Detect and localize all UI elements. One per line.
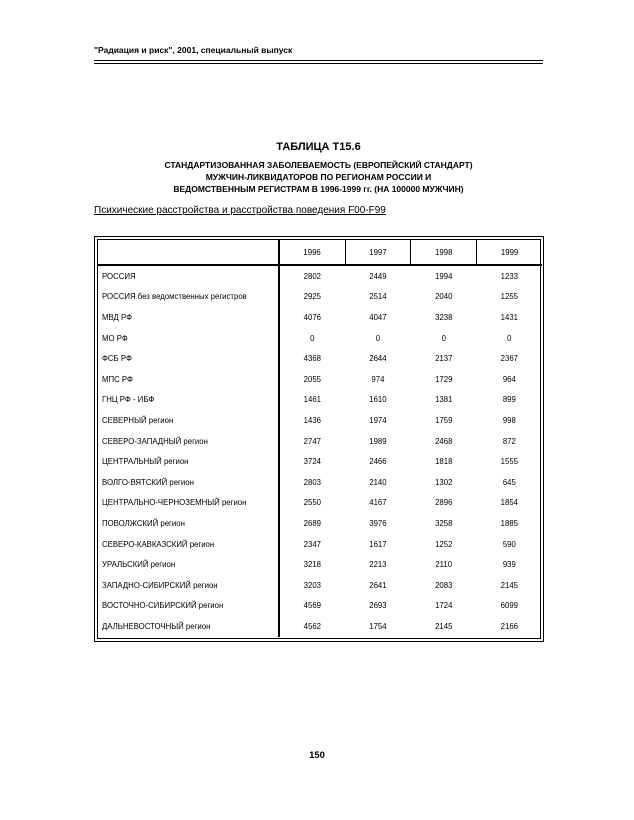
table-row bbox=[98, 451, 542, 472]
table-row bbox=[98, 616, 542, 637]
table-cell: 3258 bbox=[435, 518, 453, 528]
table-cell: 3203 bbox=[303, 580, 322, 590]
table-cell: 0 bbox=[507, 333, 512, 343]
table-cell: 1302 bbox=[435, 477, 453, 487]
table-cell: 2896 bbox=[435, 498, 453, 508]
table-cell: 1555 bbox=[500, 457, 518, 467]
data-table-frame bbox=[94, 236, 544, 642]
table-cell: 1724 bbox=[435, 601, 453, 611]
row-label: ВОЛГО-ВЯТСКИЙ регион bbox=[98, 472, 279, 493]
table-cell: 1436 bbox=[303, 415, 322, 425]
table-cell: 0 bbox=[310, 333, 315, 343]
table-row bbox=[98, 390, 542, 411]
table-cell: 2925 bbox=[303, 292, 322, 302]
table-cell: 1974 bbox=[369, 415, 387, 425]
header-rule bbox=[94, 60, 543, 64]
subtitle-line: СТАНДАРТИЗОВАННАЯ ЗАБОЛЕВАЕМОСТЬ (ЕВРОПЕЙСКИЙ СТАНДАРТ) bbox=[164, 160, 473, 170]
table-row bbox=[98, 369, 542, 390]
data-table-inner bbox=[97, 239, 541, 639]
column-header-1998: 1998 bbox=[411, 240, 477, 265]
table-cell: 2802 bbox=[303, 271, 322, 281]
table-row bbox=[98, 493, 542, 514]
table-cell: 2468 bbox=[435, 436, 453, 446]
table-cell: 2213 bbox=[369, 560, 387, 570]
subtitle-line: ВЕДОМСТВЕННЫМ РЕГИСТРАМ В 1996-1999 гг. (НА 100000 МУЖЧИН) bbox=[173, 184, 464, 194]
column-header-1997: 1997 bbox=[345, 240, 411, 265]
table-cell: 2693 bbox=[369, 601, 387, 611]
table-cell: 2083 bbox=[435, 580, 453, 590]
table-cell: 1854 bbox=[500, 498, 518, 508]
table-cell: 899 bbox=[502, 395, 516, 405]
row-label: ПОВОЛЖСКИЙ регион bbox=[98, 513, 279, 534]
row-label: ФСБ РФ bbox=[98, 348, 279, 369]
table-cell: 2689 bbox=[303, 518, 322, 528]
row-label: ГНЦ РФ - ИБФ bbox=[98, 390, 279, 411]
table-cell: 1759 bbox=[435, 415, 453, 425]
table-cell: 2140 bbox=[369, 477, 387, 487]
page-number: 150 bbox=[309, 750, 325, 761]
table-cell: 2137 bbox=[435, 354, 453, 364]
table-cell: 3724 bbox=[303, 457, 322, 467]
table-cell: 2449 bbox=[369, 271, 387, 281]
row-label: ЦЕНТРАЛЬНО-ЧЕРНОЗЕМНЫЙ регион bbox=[98, 493, 279, 514]
table-cell: 4047 bbox=[369, 312, 387, 322]
table-row bbox=[98, 575, 542, 596]
running-header: "Радиация и риск", 2001, специальный выпуск bbox=[94, 45, 293, 55]
table-cell: 2055 bbox=[303, 374, 322, 384]
table-cell: 590 bbox=[502, 539, 516, 549]
row-label: ДАЛЬНЕВОСТОЧНЫЙ регион bbox=[98, 616, 279, 637]
table-cell: 2040 bbox=[435, 292, 453, 302]
table-cell: 2747 bbox=[303, 436, 322, 446]
table-cell: 2641 bbox=[369, 580, 387, 590]
table-cell: 964 bbox=[502, 374, 516, 384]
table-cell: 0 bbox=[441, 333, 446, 343]
table-cell: 2145 bbox=[500, 580, 518, 590]
table-cell: 1431 bbox=[500, 312, 518, 322]
table-cell: 2145 bbox=[435, 621, 453, 631]
table-cell: 6099 bbox=[500, 601, 518, 611]
table-cell: 2514 bbox=[369, 292, 387, 302]
table-cell: 1233 bbox=[500, 271, 518, 281]
row-label: РОССИЯ без ведомственных регистров bbox=[98, 287, 279, 308]
table-cell: 974 bbox=[371, 374, 385, 384]
table-header-row bbox=[98, 240, 542, 265]
table-cell: 4076 bbox=[303, 312, 322, 322]
table-cell: 2466 bbox=[369, 457, 387, 467]
table-row bbox=[98, 534, 542, 555]
row-label: ЗАПАДНО-СИБИРСКИЙ регион bbox=[98, 575, 279, 596]
data-table bbox=[98, 240, 542, 637]
table-cell: 872 bbox=[502, 436, 516, 446]
table-cell: 3218 bbox=[303, 560, 322, 570]
column-header-1996: 1996 bbox=[279, 240, 345, 265]
row-label: МПС РФ bbox=[98, 369, 279, 390]
table-row bbox=[98, 431, 542, 452]
table-row bbox=[98, 287, 542, 308]
table-cell: 1255 bbox=[500, 292, 518, 302]
table-row bbox=[98, 513, 542, 534]
table-cell: 998 bbox=[502, 415, 516, 425]
row-label: СЕВЕРО-КАВКАЗСКИЙ регион bbox=[98, 534, 279, 555]
row-label: МВД РФ bbox=[98, 307, 279, 328]
table-row bbox=[98, 554, 542, 575]
subtitle-line: МУЖЧИН-ЛИКВИДАТОРОВ ПО РЕГИОНАМ РОССИИ И bbox=[205, 172, 432, 182]
table-cell: 645 bbox=[502, 477, 516, 487]
table-cell: 1994 bbox=[435, 271, 453, 281]
table-row bbox=[98, 328, 542, 349]
table-row bbox=[98, 472, 542, 493]
table-cell: 2644 bbox=[369, 354, 387, 364]
table-cell: 1989 bbox=[369, 436, 387, 446]
row-label: СЕВЕРО-ЗАПАДНЫЙ регион bbox=[98, 431, 279, 452]
table-cell: 4569 bbox=[303, 601, 322, 611]
row-label: ЦЕНТРАЛЬНЫЙ регион bbox=[98, 451, 279, 472]
row-label: ВОСТОЧНО-СИБИРСКИЙ регион bbox=[98, 596, 279, 617]
table-row bbox=[98, 348, 542, 369]
table-cell: 3238 bbox=[435, 312, 453, 322]
row-label: СЕВЕРНЫЙ регион bbox=[98, 410, 279, 431]
table-cell: 0 bbox=[375, 333, 381, 343]
table-cell: 1610 bbox=[369, 395, 387, 405]
table-cell: 1617 bbox=[369, 539, 387, 549]
section-title: Психические расстройства и расстройства поведения F00-F99 bbox=[94, 205, 386, 216]
table-cell: 1754 bbox=[369, 621, 387, 631]
table-cell: 2367 bbox=[500, 354, 518, 364]
table-cell: 4368 bbox=[303, 354, 322, 364]
table-cell: 2110 bbox=[435, 560, 453, 570]
table-title: ТАБЛИЦА Т15.6 bbox=[276, 141, 361, 153]
table-cell: 1252 bbox=[435, 539, 453, 549]
table-row bbox=[98, 410, 542, 431]
table-cell: 4167 bbox=[369, 498, 387, 508]
row-label: МО РФ bbox=[98, 328, 279, 349]
column-header-1999: 1999 bbox=[477, 240, 542, 265]
table-subtitle bbox=[94, 159, 543, 195]
table-cell: 2166 bbox=[500, 621, 518, 631]
table-cell: 1729 bbox=[435, 374, 453, 384]
table-cell: 1381 bbox=[435, 395, 453, 405]
table-row bbox=[98, 265, 542, 287]
table-cell: 3976 bbox=[369, 518, 387, 528]
table-cell: 1461 bbox=[303, 395, 322, 405]
table-cell: 2550 bbox=[303, 498, 322, 508]
table-cell: 939 bbox=[502, 560, 516, 570]
row-label: РОССИЯ bbox=[98, 265, 279, 287]
table-cell: 2803 bbox=[303, 477, 322, 487]
table-row bbox=[98, 307, 542, 328]
table-cell: 1818 bbox=[435, 457, 453, 467]
table-cell: 2347 bbox=[303, 539, 322, 549]
column-header-name bbox=[98, 240, 279, 265]
table-cell: 4562 bbox=[303, 621, 322, 631]
table-row bbox=[98, 596, 542, 617]
row-label: УРАЛЬСКИЙ регион bbox=[98, 554, 279, 575]
table-cell: 1885 bbox=[500, 518, 518, 528]
